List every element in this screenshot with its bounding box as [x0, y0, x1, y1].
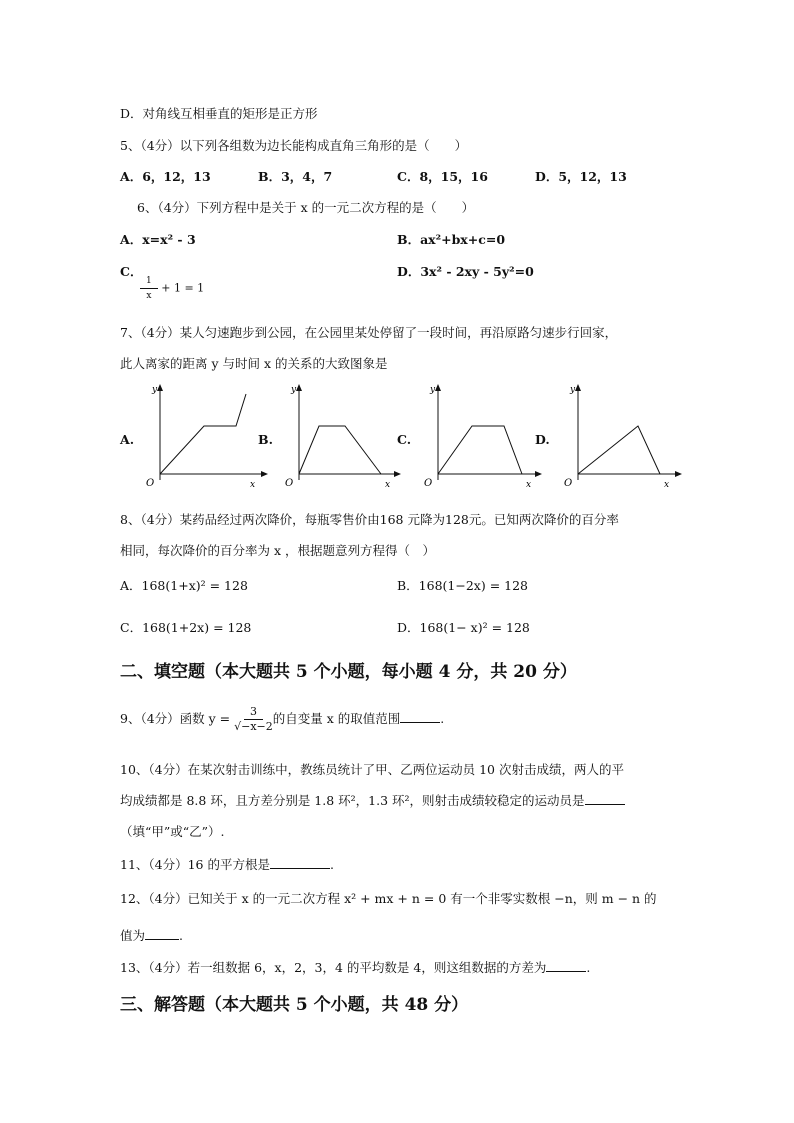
q5-option-b: B．3，4，7 [258, 169, 333, 184]
q5-option-d: D．5，12，13 [535, 169, 627, 184]
graph-b-curve [299, 426, 381, 474]
graph-d-origin: O [564, 478, 573, 489]
graph-d-curve [578, 426, 660, 474]
graph-b-x-label: x [385, 480, 391, 490]
graph-a-y-arrow [157, 384, 163, 391]
q8-option-b: B．168(1−2x) = 128 [397, 578, 529, 593]
q10-answer-blank[interactable] [585, 792, 625, 805]
graph-b-x-arrow [394, 471, 401, 477]
q6-stem: 6、（4分）下列方程中是关于 x 的一元二次方程的是（ ） [137, 200, 475, 215]
q7-label-d: D. [535, 432, 550, 447]
q11-line [120, 855, 334, 873]
q6-c-rest: + 1 = 1 [161, 281, 205, 295]
graph-d-y-arrow [575, 384, 581, 391]
q13-text: 13、（4分）若一组数据 6，x，2，3，4 的平均数是 4，则这组数据的方差为 [120, 960, 547, 975]
graph-a-origin: O [146, 478, 155, 489]
q12-answer-blank[interactable] [145, 927, 179, 940]
q6-option-c-label: C． [120, 264, 143, 279]
q9-answer-blank[interactable] [400, 710, 440, 723]
q13-answer-blank[interactable] [546, 959, 586, 972]
q12-end: . [179, 928, 183, 943]
q8-option-c: C．168(1+2x) = 128 [120, 620, 252, 635]
q11-answer-blank[interactable] [270, 856, 330, 869]
q5-stem: 5、（4分）以下列各组数为边长能构成直角三角形的是（ ） [120, 138, 468, 153]
q6-c-numerator: 1 [140, 274, 158, 289]
q4-option-d: D．对角线互相垂直的矩形是正方形 [120, 106, 318, 121]
graph-a-y-label: y [152, 385, 158, 395]
q7-stem-line2: 此人离家的距离 y 与时间 x 的关系的大致图象是 [120, 356, 388, 371]
q6-c-denominator: x [146, 291, 152, 301]
graph-b-y-label: y [291, 385, 297, 395]
q12-line2-wrap [120, 926, 183, 944]
graph-b-y-arrow [296, 384, 302, 391]
graph-c-origin: O [424, 478, 433, 489]
graph-c-y-arrow [435, 384, 441, 391]
q9-line [120, 705, 444, 734]
section-3-heading: 三、解答题（本大题共 5 个小题，共 48 分） [120, 995, 469, 1015]
graph-c-x-arrow [535, 471, 542, 477]
q6-option-d: D．3x² - 2xy - 5y²=0 [397, 264, 534, 279]
q12-line2: 值为 [120, 928, 146, 943]
q10-line2-wrap [120, 791, 625, 809]
q13-end: . [586, 960, 591, 975]
graph-a-curve [160, 394, 246, 474]
q7-graph-a [142, 382, 272, 492]
section-2-heading: 二、填空题（本大题共 5 个小题，每小题 4 分，共 20 分） [120, 662, 577, 682]
q6-option-c-formula [140, 274, 204, 303]
q9-pre: 9、（4分）函数 y = [120, 711, 235, 726]
q8-stem-line1: 8、（4分）某药品经过两次降价，每瓶零售价由168 元降为128元。已知两次降价的百分率 [120, 512, 619, 527]
q6-option-a: A．x=x² - 3 [120, 232, 196, 247]
q8-option-a: A．168(1+x)² = 128 [120, 578, 248, 593]
q11-text: 11、（4分）16 的平方根是 [120, 857, 270, 872]
q13-line [120, 958, 590, 976]
q7-graph-d [558, 382, 688, 492]
q9-denominator: √−x−2 [234, 720, 273, 733]
graph-a-x-arrow [261, 471, 268, 477]
graph-d-x-label: x [664, 480, 670, 490]
q7-graph-c [418, 382, 548, 492]
graph-d-x-arrow [675, 471, 682, 477]
q10-line1: 10、（4分）在某次射击训练中，教练员统计了甲、乙两位运动员 10 次射击成绩，两人的平 [120, 762, 624, 777]
graph-c-curve [438, 426, 522, 474]
q10-line2: 均成绩都是 8.8 环，且方差分别是 1.8 环²，1.3 环²，则射击成绩较稳定的运动员是 [120, 793, 585, 808]
q7-stem-line1: 7、（4分）某人匀速跑步到公园，在公园里某处停留了一段时间，再沿原路匀速步行回家， [120, 325, 618, 340]
graph-d-y-label: y [570, 385, 576, 395]
q10-line3: （填“甲”或“乙”）. [120, 824, 225, 839]
q5-option-c: C．8，15，16 [397, 169, 488, 184]
q7-label-c: C. [397, 432, 412, 447]
q7-label-a: A. [120, 432, 135, 447]
graph-c-x-label: x [526, 480, 532, 490]
graph-a-x-label: x [250, 480, 256, 490]
q7-label-b: B. [258, 432, 273, 447]
q9-post: 的自变量 x 的取值范围 [272, 711, 401, 726]
q9-numerator: 3 [244, 705, 263, 720]
graph-c-y-label: y [430, 385, 436, 395]
q5-option-a: A．6，12，13 [120, 169, 211, 184]
q8-stem-line2: 相同，每次降价的百分率为 x ，根据题意列方程得（ ） [120, 543, 435, 558]
q8-option-d: D．168(1− x)² = 128 [397, 620, 530, 635]
q11-end: . [330, 857, 334, 872]
q9-end: . [440, 711, 445, 726]
q6-option-b: B．ax²+bx+c=0 [397, 232, 506, 247]
q7-graph-b [279, 382, 412, 492]
q12-line1: 12、（4分）已知关于 x 的一元二次方程 x² + mx + n = 0 有一个非零实数根 −n，则 m − n 的 [120, 891, 657, 906]
graph-b-origin: O [285, 478, 294, 489]
